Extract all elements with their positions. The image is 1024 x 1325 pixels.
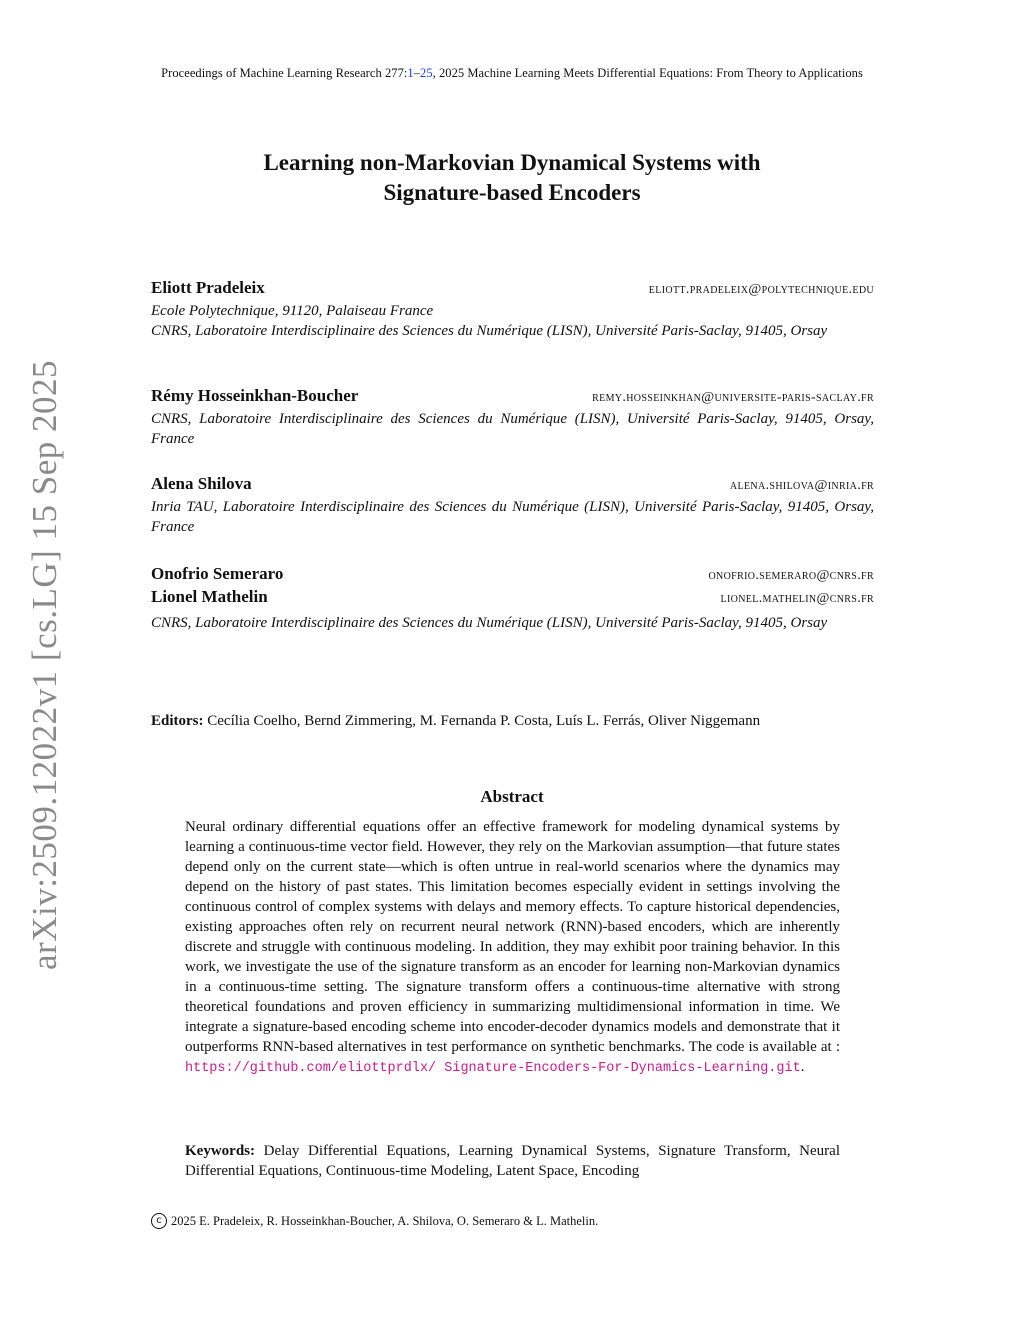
- abstract-heading: Abstract: [480, 787, 544, 806]
- title-line-2: Signature-based Encoders: [383, 180, 641, 205]
- keywords-label: Keywords:: [185, 1143, 255, 1159]
- author-row-5: [151, 587, 874, 609]
- running-header: [0, 66, 1024, 81]
- author-email[interactable]: lionel.mathelin@cnrs.fr: [720, 591, 874, 606]
- author-name: Lionel Mathelin: [151, 587, 268, 606]
- code-link[interactable]: https://github.com/eliottprdlx/ Signature-Encoders-For-Dynamics-Learning.git: [185, 1061, 801, 1076]
- author-row-4: [151, 564, 874, 586]
- author-row-2: [151, 386, 874, 408]
- author-affiliation: Inria TAU, Laboratoire Interdisciplinaire des Sciences du Numérique (LISN), Université Paris-Saclay, 91405, Orsay, France: [151, 499, 874, 535]
- header-prefix: Proceedings of Machine Learning Research 277:: [161, 66, 408, 80]
- editors-line: [151, 711, 874, 731]
- author-name: Alena Shilova: [151, 474, 252, 493]
- abstract-text: Neural ordinary differential equations offer an effective framework for modeling dynamical systems by learning a continuous-time vector field. However, they rely on the Markovian assumption—that future states depend only on the current state—which is often untrue in real-world scenarios where the dynamics may depend on the history of past states. This limitation becomes especially evident in settings involving the continuous control of complex systems with delays and memory effects. To capture historical dependencies, existing approaches often rely on recurrent neural network (RNN)-based encoders, which are inherently discrete and struggle with continuous modeling. In addition, they may exhibit poor training behavior. In this work, we investigate the use of the signature transform as an encoder for learning non-Markovian dynamics in a continuous-time setting. The signature transform offers a continuous-time alternative with strong theoretical foundations and proven efficiency in summarizing multidimensional information in time. We integrate a signature-based encoding scheme into encoder-decoder dynamics models and demonstrate that it outperforms RNN-based alternatives in test performance on synthetic benchmarks. The code is available at :: [185, 819, 840, 1055]
- author-email[interactable]: remy.hosseinkhan@universite-paris-saclay.fr: [592, 390, 874, 405]
- author-name: Eliott Pradeleix: [151, 278, 265, 297]
- editors-label: Editors:: [151, 713, 204, 729]
- author-email[interactable]: eliott.pradeleix@polytechnique.edu: [648, 282, 874, 297]
- header-suffix: , 2025 Machine Learning Meets Differential Equations: From Theory to Applications: [432, 66, 863, 80]
- page-start-link[interactable]: 1: [407, 66, 414, 80]
- arxiv-stamp: arXiv:2509.12022v1 [cs.LG] 15 Sep 2025: [25, 359, 64, 970]
- author-affiliation: CNRS, Laboratoire Interdisciplinaire des Sciences du Numérique (LISN), Université Paris-Saclay, 91405, Orsay, France: [151, 411, 874, 447]
- abstract-end: .: [800, 1059, 805, 1075]
- paper-title: [150, 148, 874, 208]
- editors-names: Cecília Coelho, Bernd Zimmering, M. Fernanda P. Costa, Luís L. Ferrás, Oliver Niggemann: [203, 713, 761, 729]
- page-end-link[interactable]: 25: [420, 66, 433, 80]
- copyright-icon: c: [151, 1213, 167, 1229]
- author-row-3: [151, 474, 874, 496]
- copyright-text: 2025 E. Pradeleix, R. Hosseinkhan-Boucher, A. Shilova, O. Semeraro & L. Mathelin.: [171, 1213, 599, 1228]
- page-range-dash: –: [413, 66, 421, 80]
- author-name: Onofrio Semeraro: [151, 564, 284, 583]
- author-name: Rémy Hosseinkhan-Boucher: [151, 386, 359, 405]
- author-email[interactable]: alena.shilova@inria.fr: [729, 478, 874, 493]
- author-affiliation: CNRS, Laboratoire Interdisciplinaire des Sciences du Numérique (LISN), Université Paris-Saclay, 91405, Orsay: [151, 615, 828, 631]
- keywords: [185, 1141, 840, 1181]
- copyright-line: [151, 1213, 598, 1229]
- author-row-1: [151, 278, 874, 300]
- abstract-body: [185, 817, 840, 1079]
- keywords-text: Delay Differential Equations, Learning Dynamical Systems, Signature Transform, Neural Differential Equations, Continuous-time Modeling, Latent Space, Encoding: [185, 1143, 840, 1179]
- title-line-1: Learning non-Markovian Dynamical Systems with: [263, 150, 761, 175]
- author-email[interactable]: onofrio.semeraro@cnrs.fr: [708, 568, 874, 583]
- author-affiliation: Ecole Polytechnique, 91120, Palaiseau France: [151, 303, 434, 319]
- author-affiliation: CNRS, Laboratoire Interdisciplinaire des Sciences du Numérique (LISN), Université Paris-Saclay, 91405, Orsay: [151, 323, 828, 339]
